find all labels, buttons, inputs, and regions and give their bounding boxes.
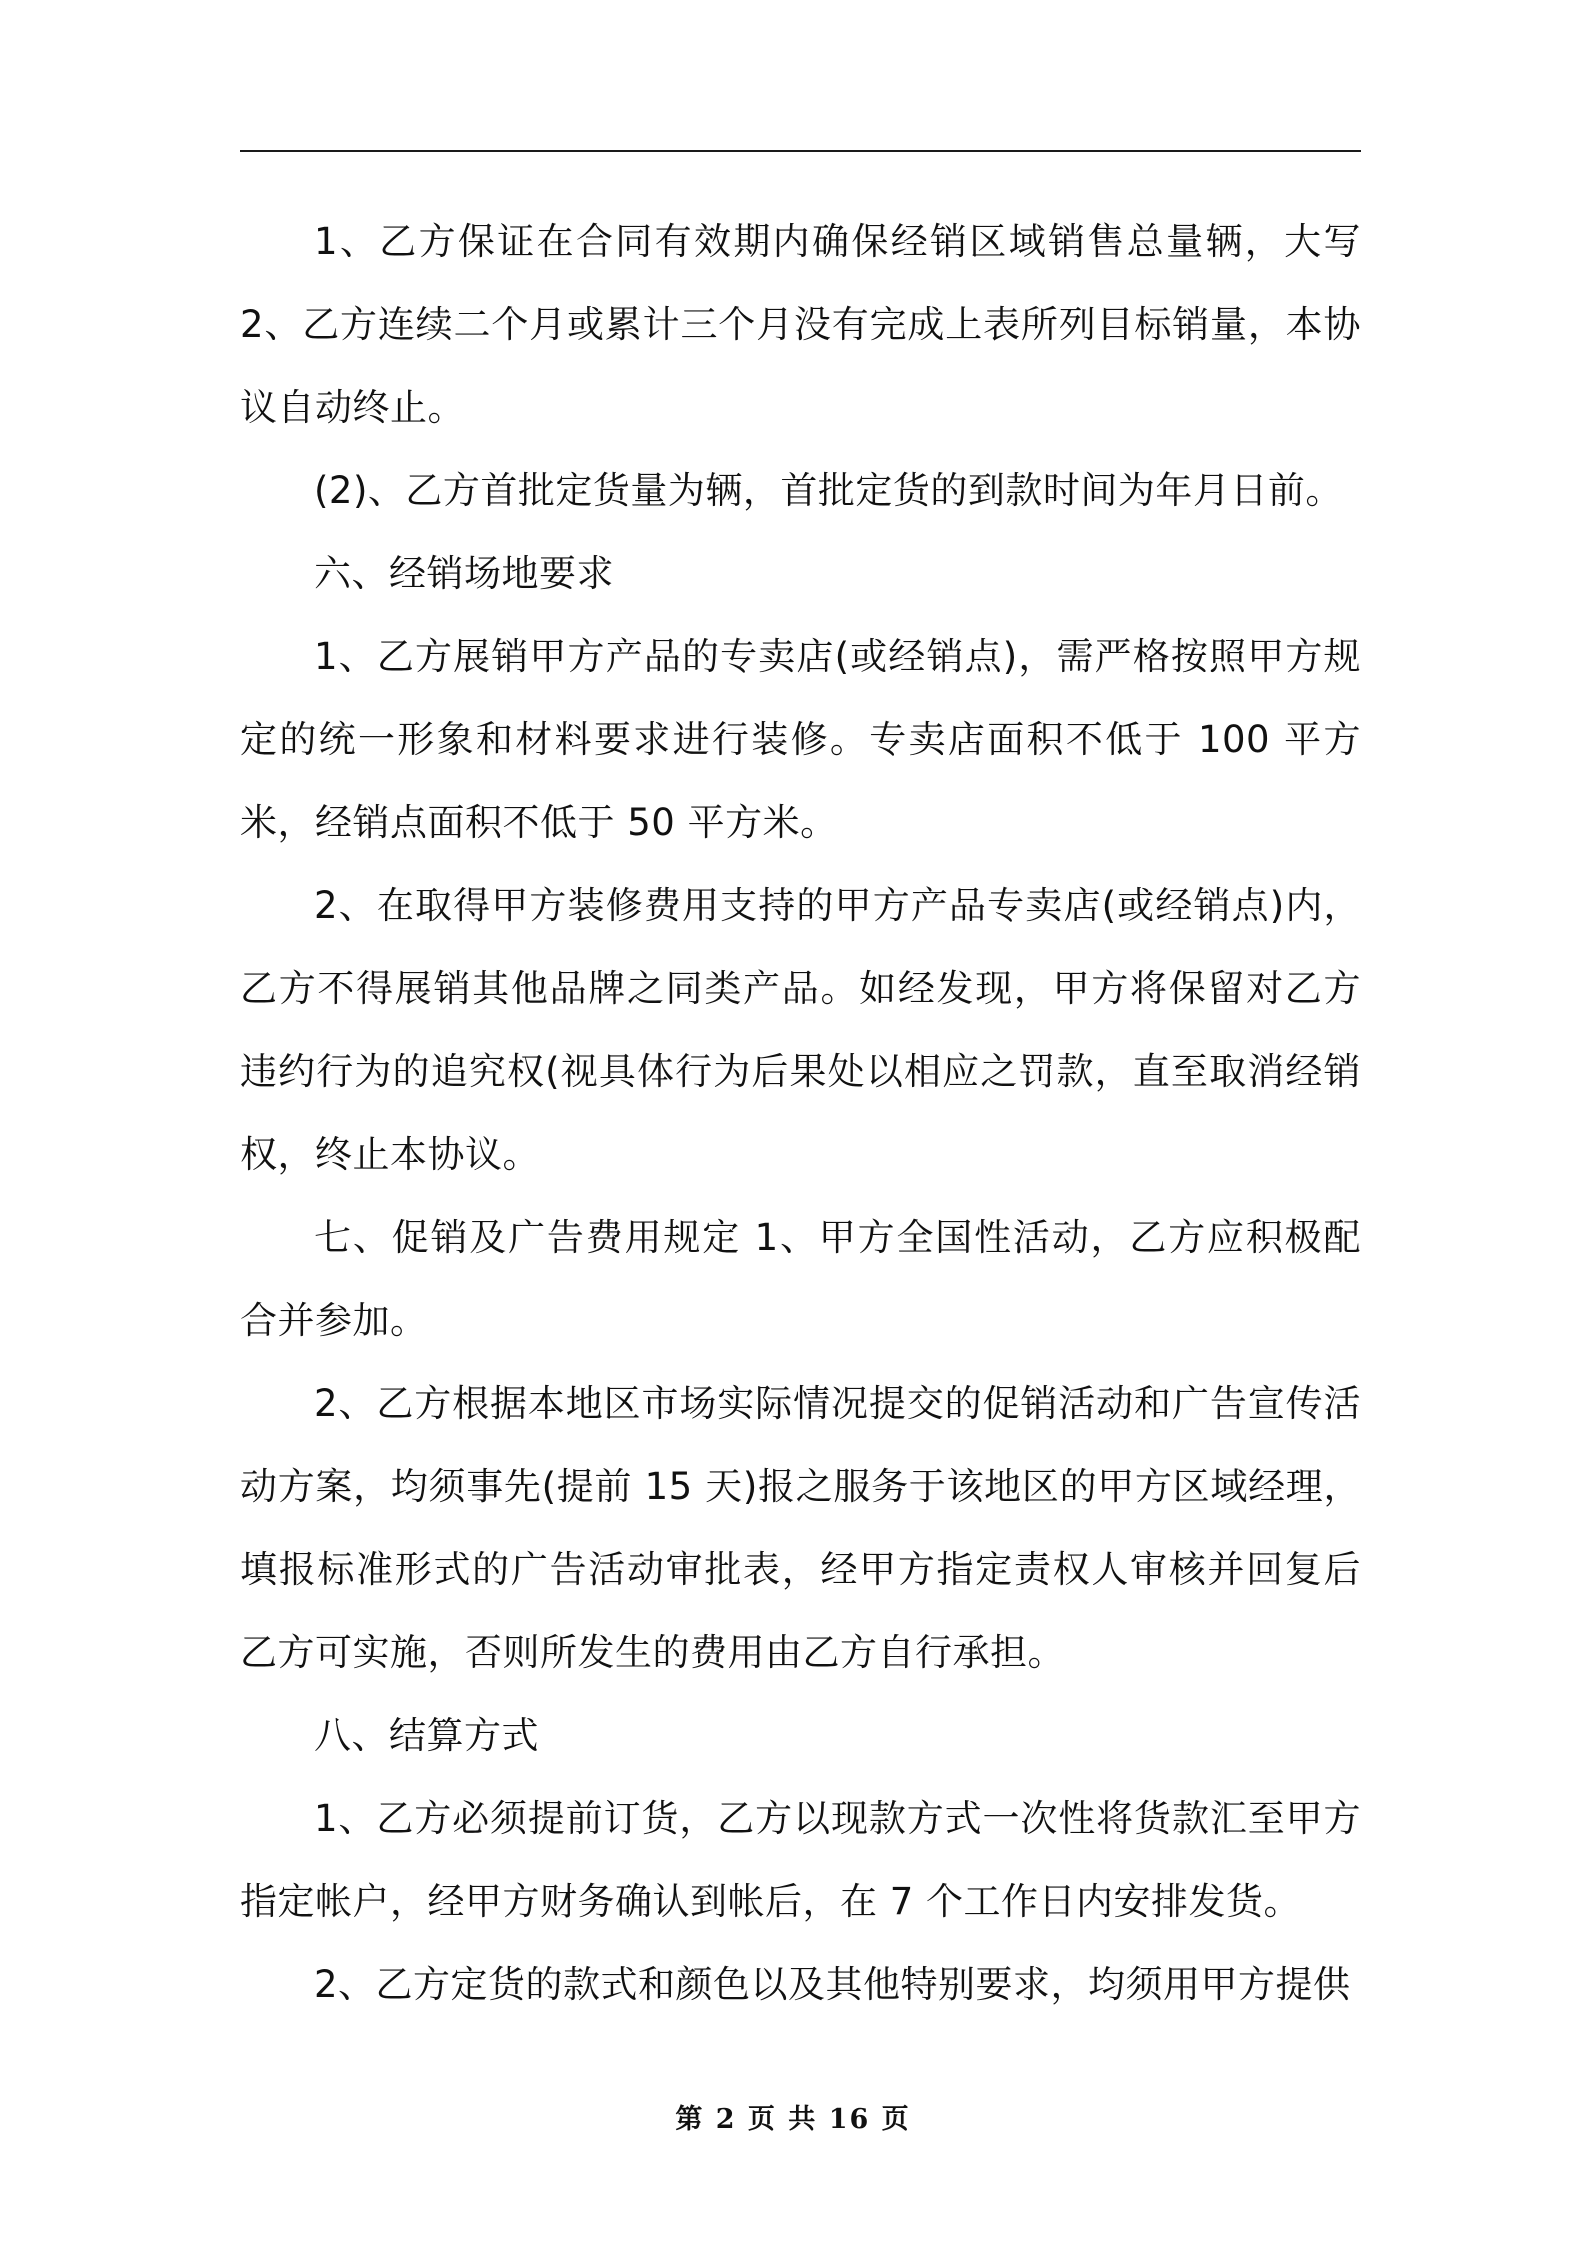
paragraph-first-order: (2)、乙方首批定货量为辆，首批定货的到款时间为年月日前。 (314, 469, 1343, 512)
section-heading-promotion: 七、促销及广告费用规定 1、甲方全国性活动，乙方应积极配合并参加。 (240, 1216, 1361, 1342)
document-body (240, 200, 1361, 2026)
section-heading-settlement: 八、结算方式 (314, 1714, 539, 1757)
paragraph-store-requirements: 1、乙方展销甲方产品的专卖店(或经销点)，需严格按照甲方规定的统一形象和材料要求进行装修。专卖店面积不低于 100 平方米，经销点面积不低于 50 平方米。 (240, 635, 1361, 844)
section-heading-venue: 六、经销场地要求 (314, 552, 614, 595)
paragraph-order-specs: 2、乙方定货的款式和颜色以及其他特别要求，均须用甲方提供 (314, 1963, 1351, 2006)
paragraph-exclusive-display: 2、在取得甲方装修费用支持的甲方产品专卖店(或经销点)内，乙方不得展销其他品牌之同类产品。如经发现，甲方将保留对乙方违约行为的追究权(视具体行为后果处以相应之罚款，直至取消经销权，终止本协议。 (240, 884, 1361, 1176)
header-rule (240, 150, 1361, 152)
paragraph-promotion-approval: 2、乙方根据本地区市场实际情况提交的促销活动和广告宣传活动方案，均须事先(提前 15 天)报之服务于该地区的甲方区域经理，填报标准形式的广告活动审批表，经甲方指定责权人审核并回复后乙方可实施，否则所发生的费用由乙方自行承担。 (240, 1382, 1361, 1674)
paragraph-sales-target: 1、乙方保证在合同有效期内确保经销区域销售总量辆，大写 2、乙方连续二个月或累计三个月没有完成上表所列目标销量，本协议自动终止。 (240, 220, 1361, 429)
page-number-footer: 第 2 页 共 16 页 (675, 2104, 911, 2135)
paragraph-prepayment: 1、乙方必须提前订货，乙方以现款方式一次性将货款汇至甲方指定帐户，经甲方财务确认到帐后，在 7 个工作日内安排发货。 (240, 1797, 1361, 1923)
